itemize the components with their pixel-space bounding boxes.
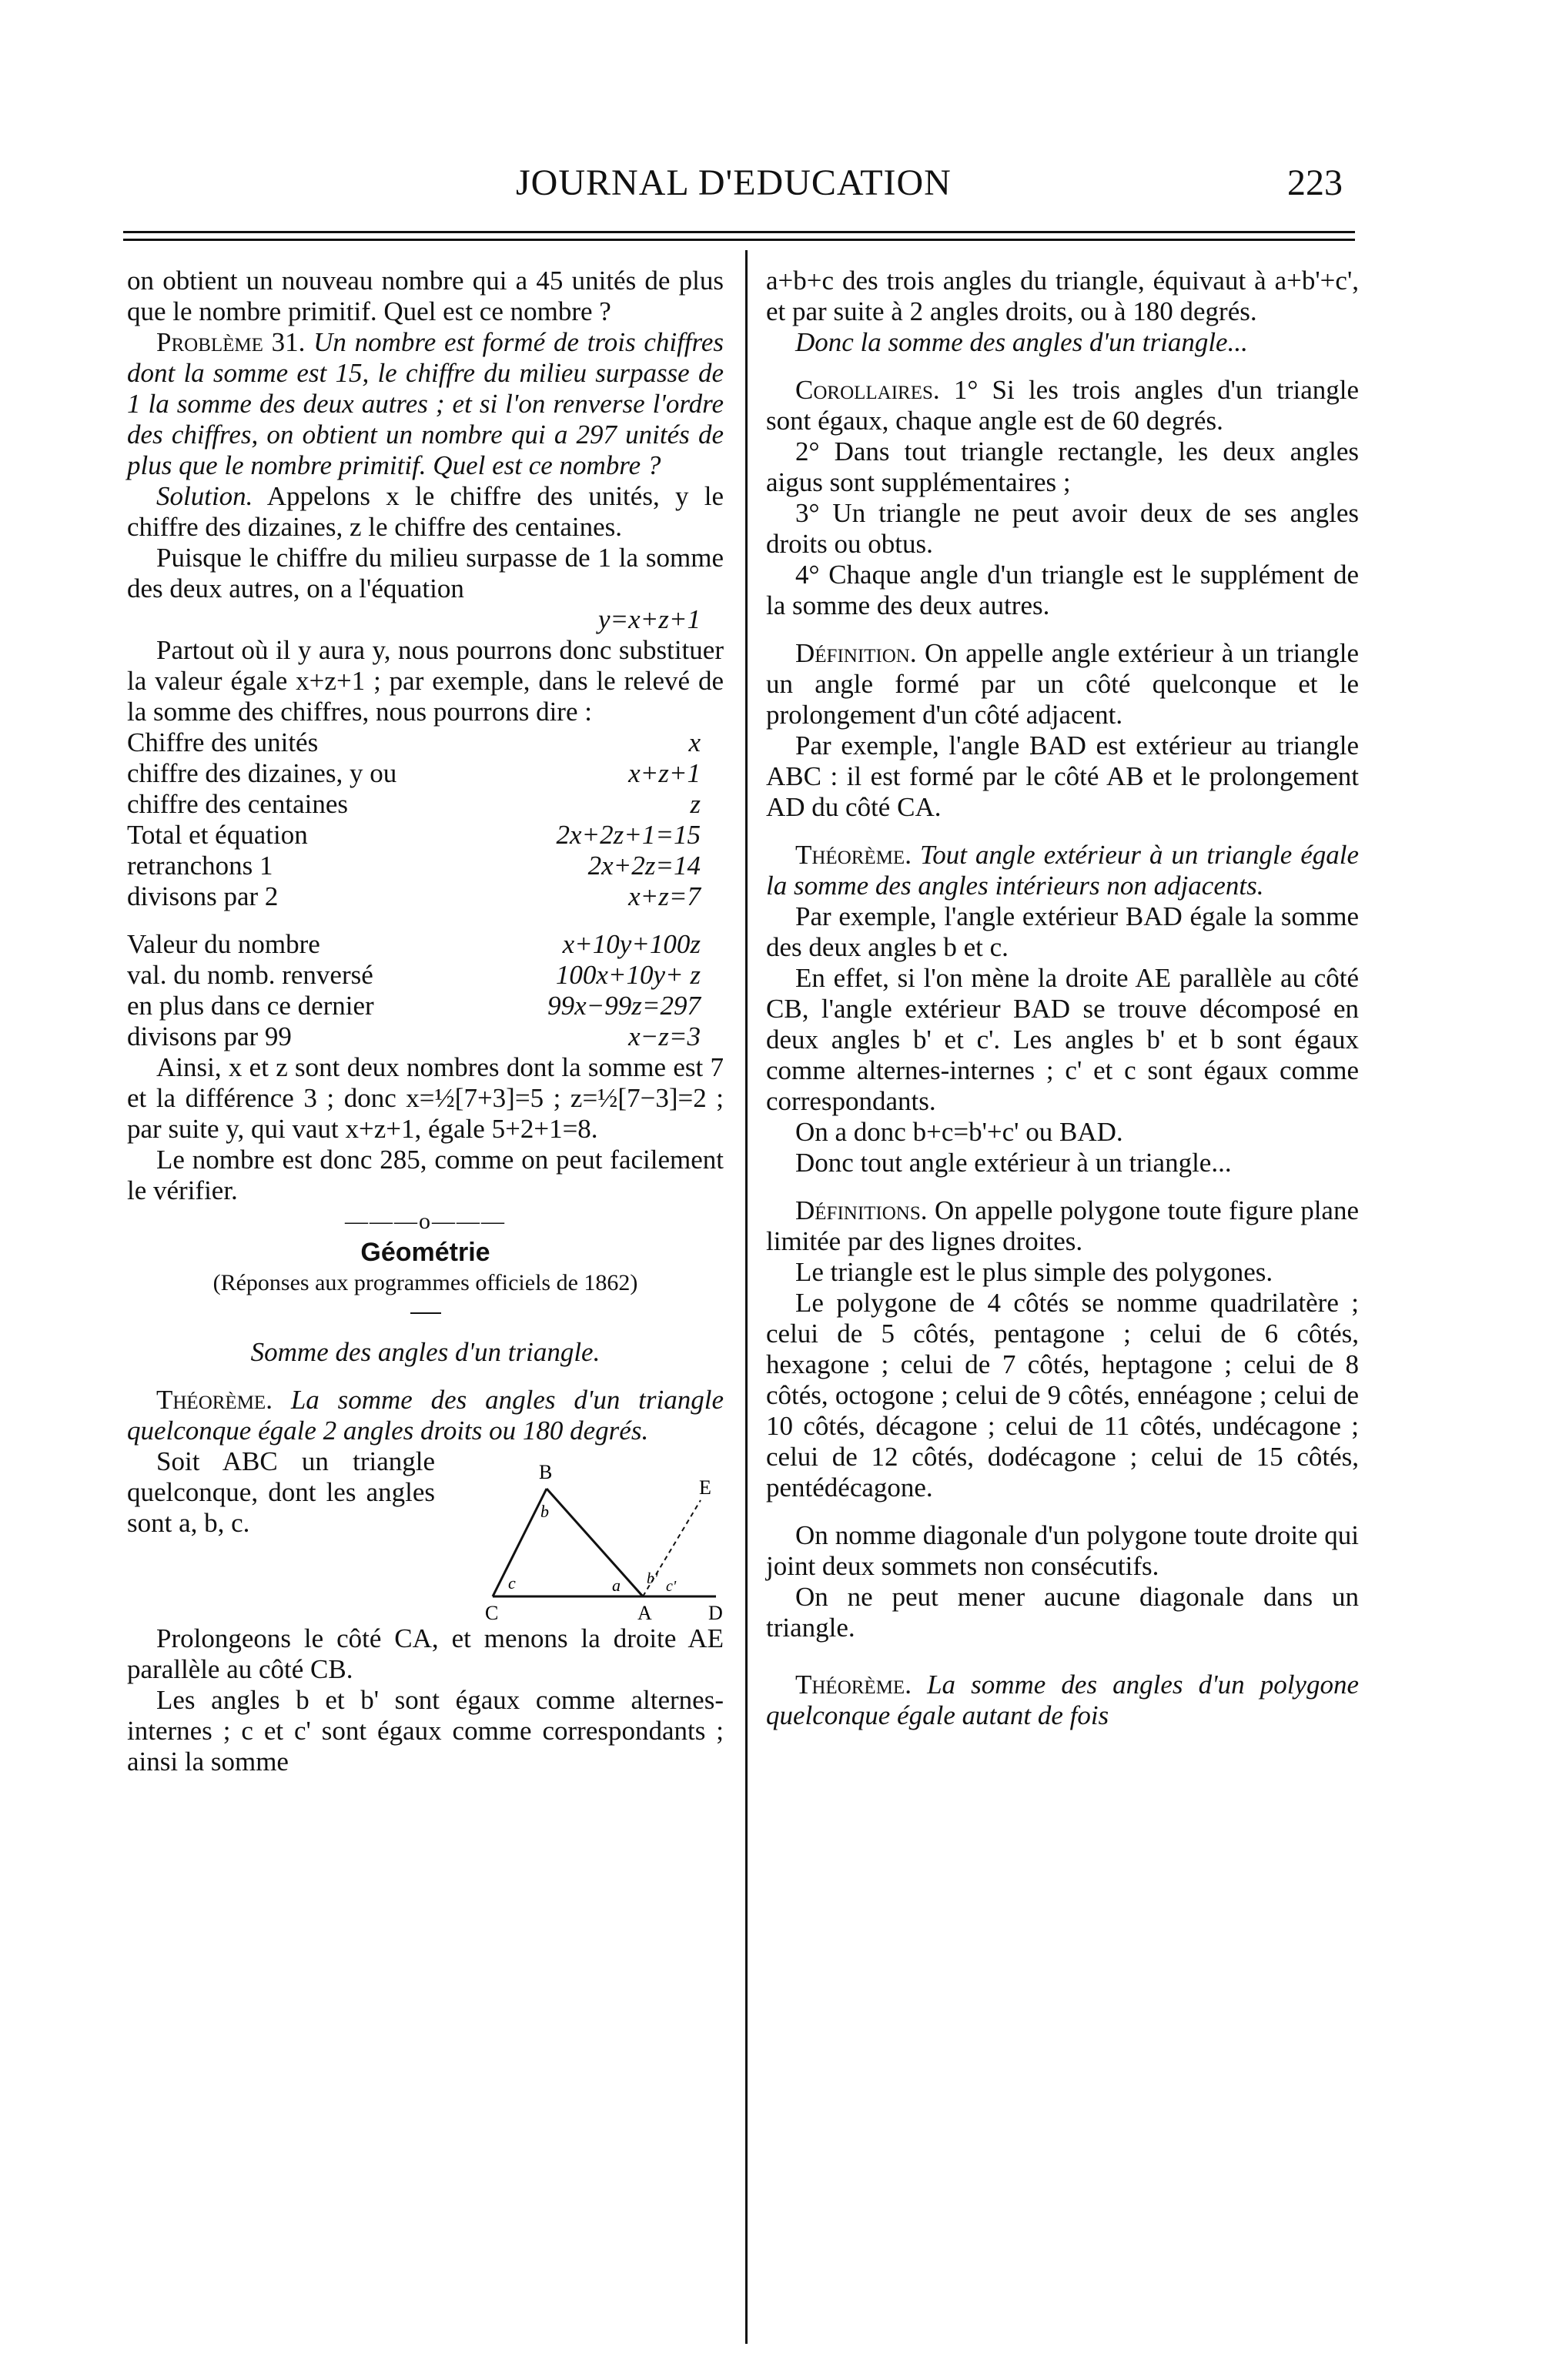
spacer xyxy=(766,1503,1359,1520)
paragraph: En effet, si l'on mène la droite AE parallèle au côté CB, l'angle extérieur BAD se trouve décomposé en deux angles b' et c'. Les angles b' et b sont égaux comme alternes-internes ; c' et c sont égaux comme correspondants. xyxy=(766,963,1359,1116)
column-divider xyxy=(745,250,748,2344)
page-number: 223 xyxy=(1287,162,1343,203)
solution-text: Appelons x le chiffre des unités, y le chiffre des dizaines, z le chiffre des centaines. xyxy=(127,481,724,542)
problem-text: Un nombre est formé de trois chiffres dont la somme est 15, le chiffre du milieu surpasse de 1 la somme des deux autres ; et si l'on renverse l'ordre des chiffres, on obtient un nombre qui a 297 unités de plus que le nombre primitif. Quel est ce nombre ? xyxy=(127,327,724,480)
row-label: en plus dans ce dernier xyxy=(127,991,374,1021)
paragraph: on obtient un nouveau nombre qui a 45 unités de plus que le nombre primitif. Quel est ce nombre ? xyxy=(127,266,724,326)
row-label: chiffre des centaines xyxy=(127,789,348,819)
row-label: divisons par 2 xyxy=(127,881,279,911)
paragraph: Le nombre est donc 285, comme on peut facilement le vérifier. xyxy=(127,1145,724,1205)
theorem xyxy=(127,1385,724,1446)
line-ba xyxy=(547,1489,643,1596)
problem-label: Problème 31. xyxy=(156,327,306,357)
table-row xyxy=(127,820,724,851)
row-value: x xyxy=(688,727,701,757)
theorem-label: Théorème. xyxy=(795,1670,912,1700)
paragraph: Le triangle est le plus simple des polygones. xyxy=(795,1257,1273,1287)
table-row xyxy=(127,758,724,789)
row-label: chiffre des dizaines, y ou xyxy=(127,758,397,788)
short-rule xyxy=(410,1312,441,1314)
table-row xyxy=(127,851,724,881)
header-rule-bottom xyxy=(123,239,1355,241)
definition-text: On appelle angle extérieur à un triangle un angle formé par un côté quelconque et le prolongement d'un côté adjacent. xyxy=(766,638,1359,730)
theorem xyxy=(766,840,1359,901)
paragraph: Par exemple, l'angle extérieur BAD égale la somme des deux angles b et c. xyxy=(766,901,1359,962)
label-c-upper: C xyxy=(485,1602,499,1623)
definitions-label: Définitions. xyxy=(795,1195,928,1225)
row-value: z xyxy=(690,789,701,819)
theorem-text: La somme des angles d'un polygone quelconque égale autant de fois xyxy=(766,1670,1359,1730)
table-row xyxy=(127,789,724,820)
label-b-prime: b' xyxy=(647,1570,658,1587)
section-separator: ———o——— xyxy=(345,1208,506,1234)
paragraph: Partout où il y aura y, nous pourrons donc substituer la valeur égale x+z+1 ; par exemple, dans le relevé de la somme des chiffres, nous pourrons dire : xyxy=(127,635,724,727)
spacer xyxy=(127,1368,724,1385)
row-value: x−z=3 xyxy=(628,1021,701,1051)
figure-block xyxy=(127,1446,724,1623)
topic-title: Somme des angles d'un triangle. xyxy=(250,1337,601,1367)
row-value: 100x+10y+ z xyxy=(555,960,701,990)
equation: y=x+z+1 xyxy=(597,604,701,634)
paragraph: Les angles b et b' sont égaux comme alternes-internes ; c et c' sont égaux comme correspondants ; ainsi la somme xyxy=(127,1685,724,1777)
theorem-label: Théorème. xyxy=(795,840,912,870)
sum-table xyxy=(127,727,724,912)
spacer xyxy=(766,1178,1359,1195)
spacer xyxy=(766,358,1359,375)
definitions-text: On appelle polygone toute figure plane limitée par des lignes droites. xyxy=(766,1195,1360,1256)
paragraph: Donc tout angle extérieur à un triangle... xyxy=(795,1148,1232,1178)
label-b-upper: B xyxy=(539,1461,553,1483)
paragraph: Donc la somme des angles d'un triangle... xyxy=(795,327,1248,357)
row-value: 2x+2z=14 xyxy=(587,851,701,881)
corollaries-label: Corollaires. xyxy=(795,375,940,405)
triangle-figure xyxy=(454,1446,724,1623)
reverse-table xyxy=(127,929,724,1052)
solution-label: Solution. xyxy=(156,481,253,511)
paragraph: Soit ABC un triangle quelconque, dont les angles sont a, b, c. xyxy=(127,1446,435,1538)
theorem-text: La somme des angles d'un triangle quelconque égale 2 angles droits ou 180 degrés. xyxy=(127,1385,724,1446)
definitions xyxy=(766,1195,1359,1257)
corollary-2: 2° Dans tout triangle rectangle, les deux angles aigus sont supplémentaires ; xyxy=(766,436,1359,497)
paragraph: Prolongeons le côté CA, et menons la droite AE parallèle au côté CB. xyxy=(127,1623,724,1684)
label-c-prime: c' xyxy=(666,1578,677,1595)
paragraph: a+b+c des trois angles du triangle, équivaut à a+b'+c', et par suite à 2 angles droits, ou à 180 degrés. xyxy=(766,266,1359,326)
section-subtitle: (Réponses aux programmes officiels de 1862) xyxy=(212,1270,638,1295)
row-value: x+10y+100z xyxy=(562,929,701,959)
problem-31 xyxy=(127,327,724,481)
table-row xyxy=(127,1021,724,1052)
row-value: 99x−99z=297 xyxy=(547,991,701,1021)
page-header xyxy=(131,162,1347,216)
left-column xyxy=(127,266,724,1777)
table-row xyxy=(127,881,724,912)
paragraph: Le polygone de 4 côtés se nomme quadrilatère ; celui de 5 côtés, pentagone ; celui de 6 côtés, hexagone ; celui de 7 côtés, heptagone ; celui de 8 côtés, octogone ; celui de 9 côtés, ennéagone ; celui de 10 côtés, décagone ; celui de 11 côtés, undécagone ; celui de 12 côtés, dodécagone ; celui de 15 côtés, pentédécagone. xyxy=(766,1288,1359,1503)
section-title: Géométrie xyxy=(360,1238,490,1267)
label-e: E xyxy=(699,1476,711,1499)
row-value: 2x+2z+1=15 xyxy=(556,820,701,850)
spacer xyxy=(766,621,1359,638)
row-label: retranchons 1 xyxy=(127,851,273,881)
definition-label: Définition. xyxy=(795,638,917,668)
spacer xyxy=(127,912,724,929)
row-label: divisons par 99 xyxy=(127,1021,292,1051)
row-value: x+z=7 xyxy=(628,881,701,911)
paragraph: On nomme diagonale d'un polygone toute droite qui joint deux sommets non consécutifs. xyxy=(766,1520,1359,1581)
row-label: Chiffre des unités xyxy=(127,727,319,757)
spacer xyxy=(766,823,1359,840)
corollary-3: 3° Un triangle ne peut avoir deux de ses angles droits ou obtus. xyxy=(766,498,1359,559)
paragraph: Puisque le chiffre du milieu surpasse de 1 la somme des deux autres, on a l'équation xyxy=(127,543,724,603)
definition xyxy=(766,638,1359,730)
paragraph: On a donc b+c=b'+c' ou BAD. xyxy=(795,1117,1123,1147)
label-d: D xyxy=(708,1602,723,1623)
theorem xyxy=(766,1670,1359,1731)
label-a-upper: A xyxy=(637,1602,652,1623)
corollary-1: 1° Si les trois angles d'un triangle sont égaux, chaque angle est de 60 degrés. xyxy=(766,375,1359,436)
table-row xyxy=(127,929,724,960)
line-cb xyxy=(493,1489,547,1596)
label-b-angle: b xyxy=(540,1502,549,1521)
solution xyxy=(127,481,724,543)
table-row xyxy=(127,960,724,991)
table-row xyxy=(127,727,724,758)
label-a-angle: a xyxy=(612,1576,621,1595)
header-rule-top xyxy=(123,231,1355,233)
paragraph: Par exemple, l'angle BAD est extérieur au triangle ABC : il est formé par le côté AB et le prolongement AD du côté CA. xyxy=(766,730,1359,822)
right-column xyxy=(766,266,1359,1731)
table-row xyxy=(127,991,724,1021)
corollaries xyxy=(766,375,1359,436)
paragraph: On ne peut mener aucune diagonale dans un triangle. xyxy=(766,1582,1359,1643)
corollary-4: 4° Chaque angle d'un triangle est le supplément de la somme des deux autres. xyxy=(766,560,1359,620)
theorem-label: Théorème. xyxy=(156,1385,273,1415)
row-label: val. du nomb. renversé xyxy=(127,960,373,990)
paragraph: Ainsi, x et z sont deux nombres dont la somme est 7 et la différence 3 ; donc x=½[7+3]=5 ; z=½[7−3]=2 ; par suite y, qui vaut x+z+1, égale 5+2+1=8. xyxy=(127,1052,724,1144)
journal-title: JOURNAL D'EDUCATION xyxy=(516,162,952,203)
row-label: Total et équation xyxy=(127,820,308,850)
triangle-diagram xyxy=(454,1446,724,1623)
theorem-text: Tout angle extérieur à un triangle égale la somme des angles intérieurs non adjacents. xyxy=(766,840,1360,901)
row-value: x+z+1 xyxy=(628,758,701,788)
spacer xyxy=(766,1643,1359,1670)
label-c-angle: c xyxy=(508,1573,516,1593)
row-label: Valeur du nombre xyxy=(127,929,320,959)
